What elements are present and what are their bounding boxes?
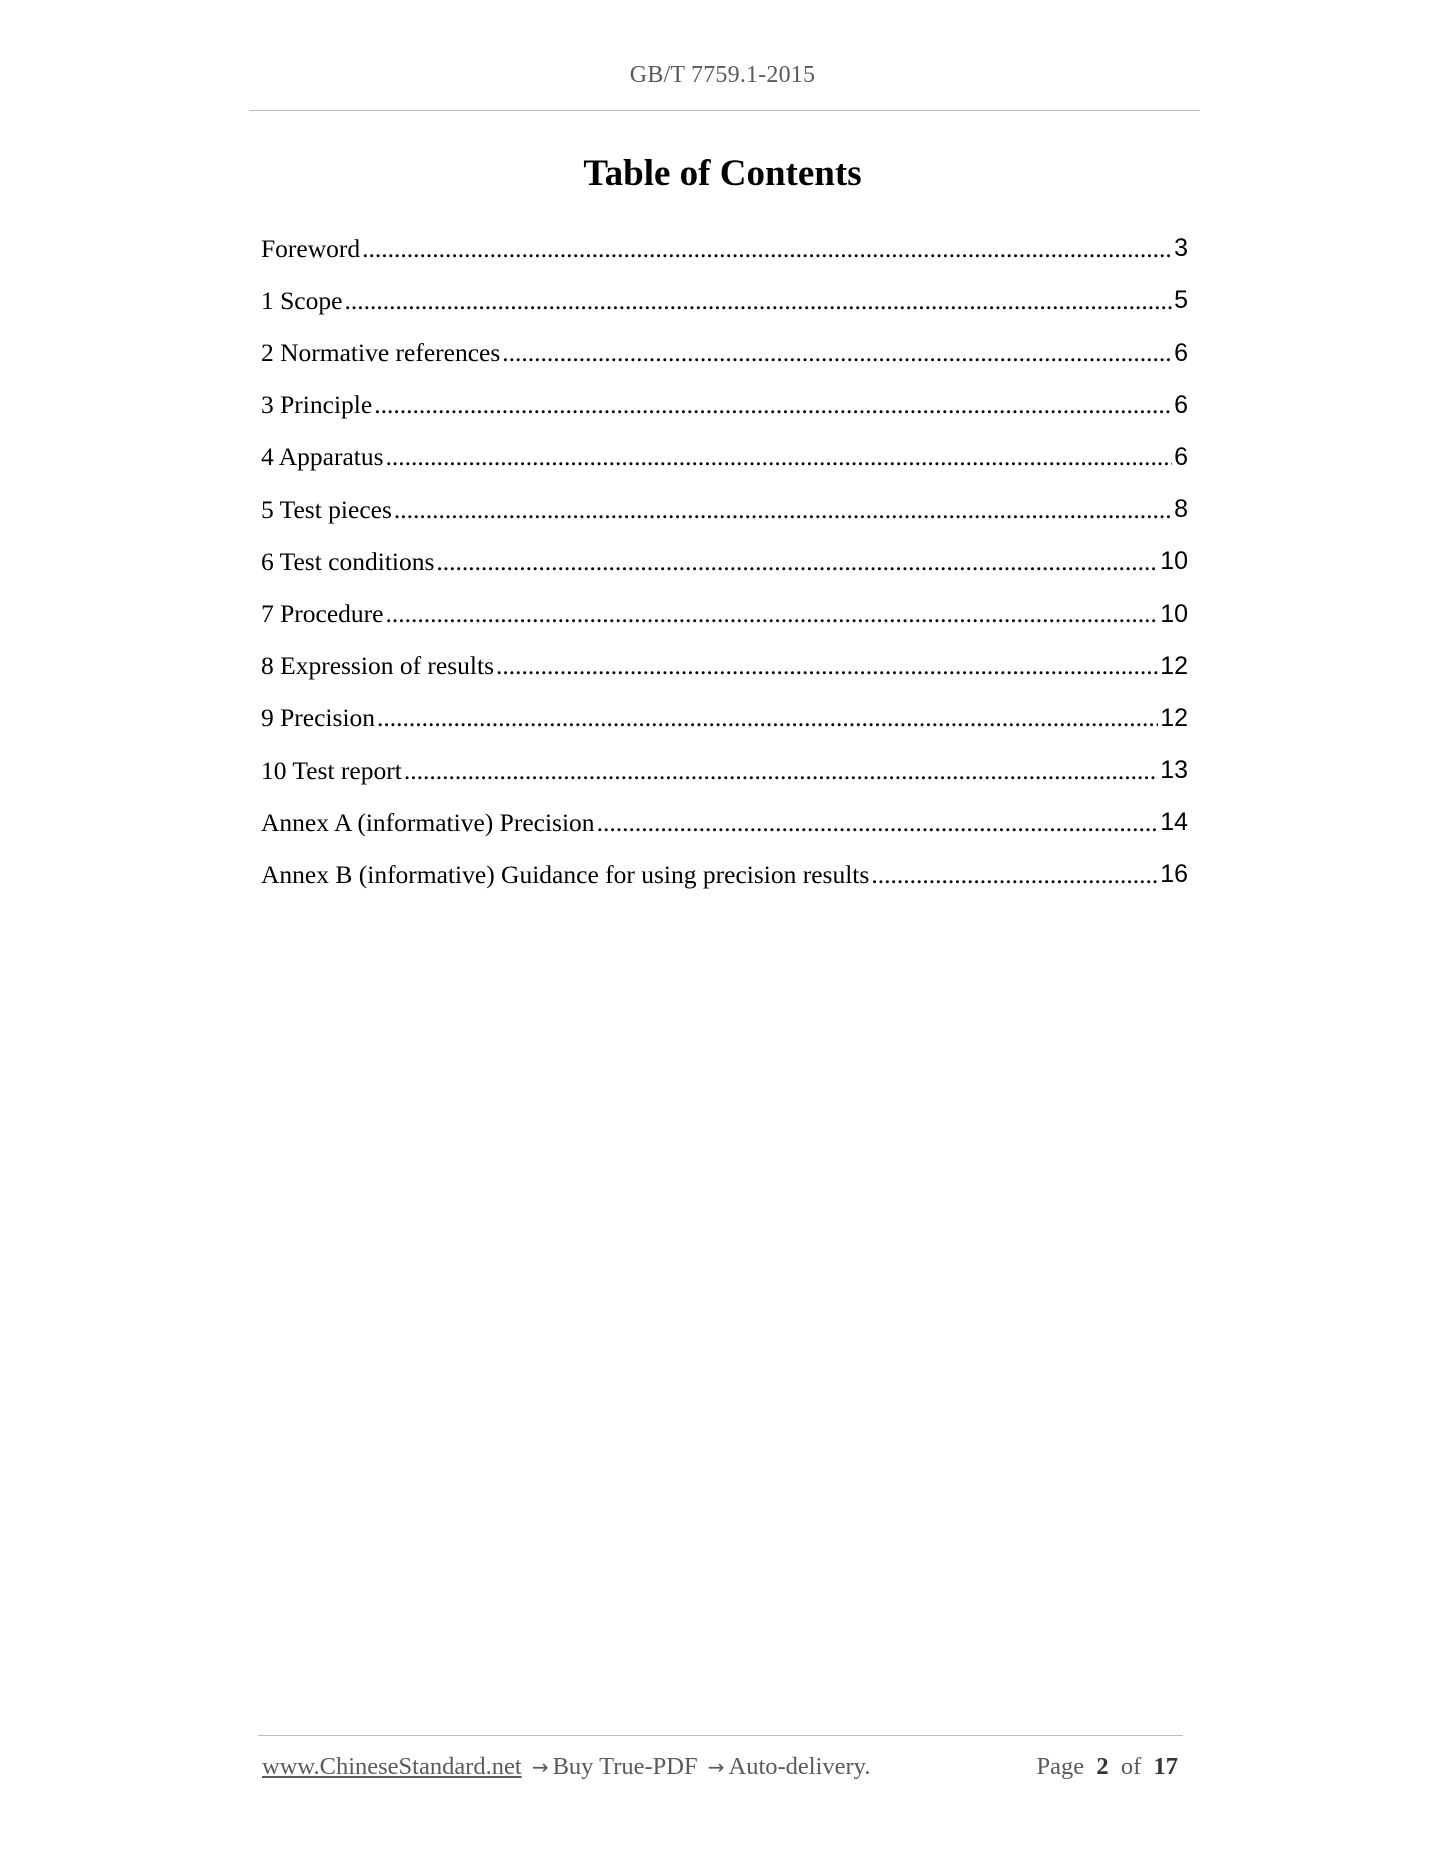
toc-entry-test-conditions[interactable] bbox=[261, 531, 1188, 583]
toc-entry-scope[interactable] bbox=[261, 270, 1188, 322]
toc-entry-label: 1 Scope bbox=[261, 285, 343, 315]
toc-leader-dots bbox=[344, 288, 1172, 314]
toc-leader-dots bbox=[386, 444, 1173, 470]
toc-entry-apparatus[interactable] bbox=[261, 427, 1188, 479]
footer-promo bbox=[262, 1753, 870, 1781]
toc-entry-principle[interactable] bbox=[261, 375, 1188, 427]
toc-leader-dots bbox=[374, 392, 1172, 418]
page-current: 2 bbox=[1096, 1753, 1109, 1780]
toc-entry-page: 10 bbox=[1160, 547, 1188, 576]
toc-entry-precision[interactable] bbox=[261, 688, 1188, 740]
footer-step-delivery: Auto-delivery. bbox=[728, 1753, 871, 1780]
toc-entry-page: 6 bbox=[1174, 338, 1188, 367]
toc-entry-page: 14 bbox=[1160, 808, 1188, 837]
toc-entry-label: Foreword bbox=[261, 233, 361, 263]
toc-leader-dots bbox=[386, 601, 1159, 627]
document-code-header: GB/T 7759.1-2015 bbox=[629, 62, 816, 88]
website-link[interactable]: www.ChineseStandard.net bbox=[262, 1753, 522, 1780]
toc-entry-page: 12 bbox=[1160, 703, 1188, 732]
arrow-right-icon: → bbox=[707, 1755, 725, 1779]
page-word: Page bbox=[1036, 1753, 1085, 1780]
arrow-right-icon: → bbox=[531, 1755, 549, 1779]
toc-title: Table of Contents bbox=[583, 153, 862, 194]
toc-entry-page: 13 bbox=[1160, 756, 1188, 785]
toc-leader-dots bbox=[496, 653, 1158, 679]
toc-entry-page: 6 bbox=[1174, 390, 1188, 419]
toc-entry-label: 2 Normative references bbox=[261, 338, 501, 368]
toc-entry-annex-b[interactable] bbox=[261, 844, 1188, 896]
toc-entry-page: 10 bbox=[1160, 599, 1188, 628]
toc-leader-dots bbox=[362, 236, 1172, 262]
toc-entry-page: 3 bbox=[1174, 234, 1188, 263]
toc-leader-dots bbox=[871, 862, 1158, 888]
toc-entry-label: 10 Test report bbox=[261, 755, 402, 785]
of-word: of bbox=[1120, 1753, 1142, 1780]
page-number bbox=[1036, 1753, 1178, 1781]
toc-leader-dots bbox=[436, 549, 1158, 575]
toc-entry-page: 12 bbox=[1160, 651, 1188, 680]
toc-entry-label: Annex B (informative) Guidance for using precision results bbox=[261, 859, 870, 889]
toc-entry-test-pieces[interactable] bbox=[261, 479, 1188, 531]
toc-entry-normative-references[interactable] bbox=[261, 322, 1188, 374]
footer-step-buy: Buy True-PDF bbox=[552, 1753, 698, 1780]
toc-entry-label: 8 Expression of results bbox=[261, 651, 495, 681]
toc-entry-foreword[interactable] bbox=[261, 218, 1188, 270]
toc-list bbox=[261, 218, 1188, 896]
toc-entry-page: 16 bbox=[1160, 860, 1188, 889]
toc-leader-dots bbox=[394, 497, 1172, 523]
toc-entry-label: 5 Test pieces bbox=[261, 494, 392, 524]
footer-divider bbox=[258, 1735, 1183, 1736]
header-divider bbox=[249, 110, 1200, 111]
page-total: 17 bbox=[1153, 1753, 1178, 1780]
toc-entry-label: 7 Procedure bbox=[261, 599, 384, 628]
toc-entry-procedure[interactable] bbox=[261, 583, 1188, 635]
toc-leader-dots bbox=[404, 758, 1158, 784]
toc-entry-page: 5 bbox=[1174, 286, 1188, 315]
toc-entry-label: 9 Precision bbox=[261, 703, 376, 733]
toc-entry-page: 6 bbox=[1174, 442, 1188, 471]
toc-entry-label: Annex A (informative) Precision bbox=[261, 807, 595, 837]
toc-entry-label: 4 Apparatus bbox=[261, 442, 384, 472]
toc-leader-dots bbox=[502, 340, 1172, 366]
toc-entry-page: 8 bbox=[1174, 495, 1188, 524]
toc-entry-annex-a[interactable] bbox=[261, 792, 1188, 844]
toc-entry-label: 3 Principle bbox=[261, 390, 373, 420]
toc-entry-test-report[interactable] bbox=[261, 740, 1188, 792]
toc-entry-expression-of-results[interactable] bbox=[261, 636, 1188, 688]
toc-entry-label: 6 Test conditions bbox=[261, 546, 435, 576]
toc-leader-dots bbox=[597, 810, 1159, 836]
toc-leader-dots bbox=[377, 705, 1158, 731]
